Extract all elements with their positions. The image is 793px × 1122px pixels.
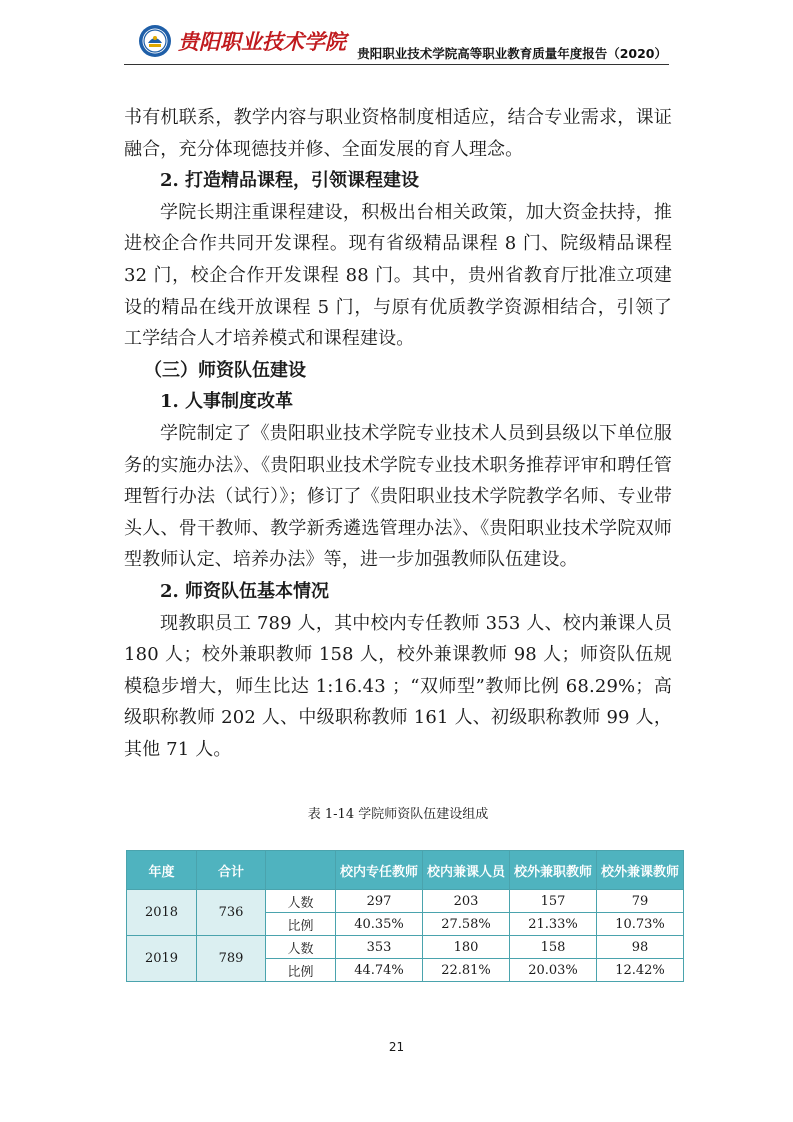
college-logo bbox=[138, 24, 346, 58]
page-header bbox=[0, 0, 793, 70]
heading-faculty-basic: 2. 师资队伍基本情况 bbox=[160, 580, 330, 602]
header-type bbox=[266, 851, 336, 890]
row-label-ratio: 比例 bbox=[266, 959, 336, 982]
total-cell: 736 bbox=[197, 890, 266, 936]
heading-personnel-reform: 1. 人事制度改革 bbox=[160, 391, 294, 413]
ratio-cell: 27.58% bbox=[423, 913, 510, 936]
heading-course-building: 2. 打造精品课程，引领课程建设 bbox=[160, 170, 420, 192]
ratio-cell: 21.33% bbox=[510, 913, 597, 936]
main-content bbox=[124, 102, 672, 765]
count-cell: 157 bbox=[510, 890, 597, 913]
paragraph-3: 学院制定了《贵阳职业技术学院专业技术人员到县级以下单位服务的实施办法》、《贵阳职业技术学院专业技术职务推荐评审和聘任管理暂行办法（试行）》；修订了《贵阳职业技术学院教学名师、专业带头人、骨干教师、教学新秀遴选管理办法》、《贵阳职业技术学院双师型教师认定、培养办法》等，进一步加强教师队伍建设。 bbox=[124, 422, 672, 571]
ratio-cell: 12.42% bbox=[597, 959, 684, 982]
paragraph-1: 书有机联系，教学内容与职业资格制度相适应，结合专业需求，课证融合，充分体现德技并修、全面发展的育人理念。 bbox=[124, 107, 672, 160]
college-emblem-icon bbox=[138, 24, 172, 58]
header-total: 合计 bbox=[197, 851, 266, 890]
ratio-cell: 22.81% bbox=[423, 959, 510, 982]
ratio-cell: 20.03% bbox=[510, 959, 597, 982]
count-cell: 79 bbox=[597, 890, 684, 913]
header-divider bbox=[124, 64, 669, 65]
count-cell: 203 bbox=[423, 890, 510, 913]
ratio-cell: 10.73% bbox=[597, 913, 684, 936]
table-row bbox=[127, 890, 684, 913]
year-cell: 2019 bbox=[127, 936, 197, 982]
count-cell: 297 bbox=[336, 890, 423, 913]
paragraph-2: 学院长期注重课程建设，积极出台相关政策，加大资金扶持，推进校企合作共同开发课程。现有省级精品课程 8 门、院级精品课程 32 门，校企合作开发课程 88 门。其中，贵州省教育厅批准立项建设的精品在线开放课程 5 门，与原有优质教学资源相结合，引领了工学结合人才培养模式和课程建设。 bbox=[124, 201, 672, 350]
table-header-row bbox=[127, 851, 684, 890]
count-cell: 353 bbox=[336, 936, 423, 959]
row-label-count: 人数 bbox=[266, 936, 336, 959]
page-number: 21 bbox=[388, 1040, 405, 1054]
table-caption: 表 1-14 学院师资队伍建设组成 bbox=[307, 807, 489, 822]
total-cell: 789 bbox=[197, 936, 266, 982]
count-cell: 98 bbox=[597, 936, 684, 959]
paragraph-4: 现教职员工 789 人，其中校内专任教师 353 人、校内兼课人员 180 人；校外兼职教师 158 人，校外兼课教师 98 人；师资队伍规模稳步增大，师生比达 1:16.43 ；“双师型”教师比例 68.29%；高级职称教师 202 人、中级职称教师 161 人、初级职称教师 99 人，其他 71 人。 bbox=[124, 612, 672, 760]
header-internal-fulltime: 校内专任教师 bbox=[336, 851, 423, 890]
header-external-parttime: 校外兼课教师 bbox=[597, 851, 684, 890]
row-label-ratio: 比例 bbox=[266, 913, 336, 936]
logo-text: 贵阳职业技术学院 bbox=[178, 29, 346, 54]
report-title: 贵阳职业技术学院高等职业教育质量年度报告（2020） bbox=[357, 46, 667, 61]
header-external-adjunct: 校外兼职教师 bbox=[510, 851, 597, 890]
header-year: 年度 bbox=[127, 851, 197, 890]
year-cell: 2018 bbox=[127, 890, 197, 936]
row-label-count: 人数 bbox=[266, 890, 336, 913]
count-cell: 158 bbox=[510, 936, 597, 959]
ratio-cell: 40.35% bbox=[336, 913, 423, 936]
faculty-composition-table bbox=[126, 850, 684, 982]
table-row bbox=[127, 936, 684, 959]
ratio-cell: 44.74% bbox=[336, 959, 423, 982]
count-cell: 180 bbox=[423, 936, 510, 959]
heading-faculty-section: （三）师资队伍建设 bbox=[144, 359, 306, 381]
header-internal-parttime: 校内兼课人员 bbox=[423, 851, 510, 890]
